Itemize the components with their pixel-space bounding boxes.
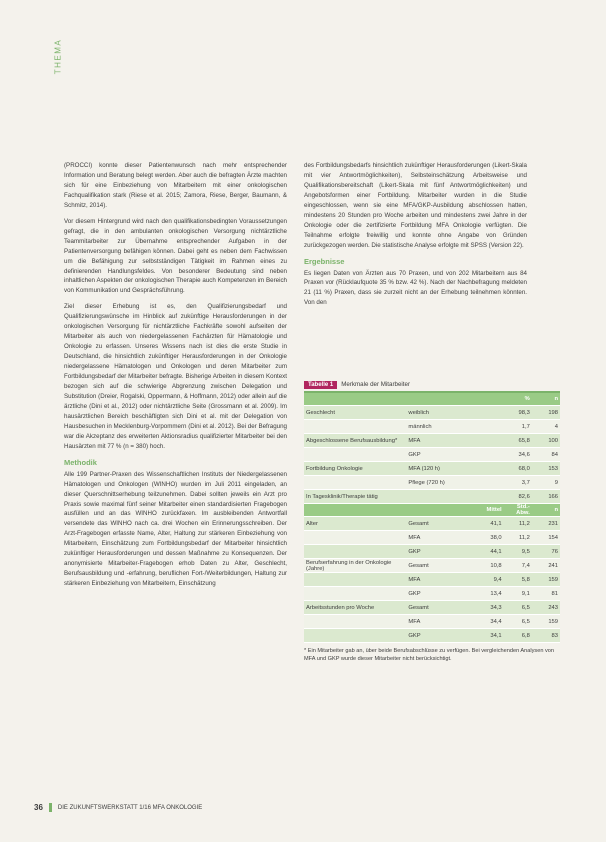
cell-percent: 68,0: [504, 462, 532, 476]
table-row: [304, 490, 560, 504]
footer-accent-bar: [49, 803, 52, 812]
header-cell-sd: Std.-Abw.: [504, 504, 532, 517]
page-footer: [34, 803, 202, 812]
cell-n: 198: [532, 406, 560, 420]
row-sublabel: weiblich: [406, 406, 503, 420]
table-row: [304, 420, 560, 434]
left-paragraph-1: (PROCCI) konnte dieser Patientenwunsch nach mehr entsprechender Information und Beratung belegt werden. Aber auch die befragten Ärzte machten sich für eine Einbeziehung von Mitarbeitern mit einer onkologischen Fachqualifikation stark (Riese et al. 2015; Zamora, Riese, Berger, Baumann, & Schmitz, 2014).: [64, 162, 287, 209]
cell-percent: 65,8: [504, 434, 532, 448]
section-tab-label: THEMA: [53, 38, 63, 74]
table-tag: Tabelle 1: [304, 381, 337, 389]
row-label: [304, 629, 406, 643]
row-sublabel: GKP: [406, 448, 503, 462]
cell-n: 100: [532, 434, 560, 448]
row-label: [304, 545, 406, 559]
right-column: [304, 161, 527, 314]
row-sublabel: MFA (120 h): [406, 462, 503, 476]
table-row: [304, 629, 560, 643]
cell-mean: 34,4: [473, 615, 504, 629]
cell-sd: 11,2: [504, 531, 532, 545]
cell-percent: 98,3: [504, 406, 532, 420]
cell-n: 159: [532, 615, 560, 629]
row-sublabel: Gesamt: [406, 559, 473, 573]
table-row: [304, 545, 560, 559]
cell-percent: 82,6: [504, 490, 532, 504]
cell-sd: 5,8: [504, 573, 532, 587]
cell-n: 4: [532, 420, 560, 434]
cell-n: 83: [532, 629, 560, 643]
cell-n: 154: [532, 531, 560, 545]
heading-ergebnisse: Ergebnisse: [304, 256, 345, 266]
row-sublabel: [406, 490, 503, 504]
cell-mean: 41,1: [473, 517, 504, 531]
row-label: Alter: [304, 517, 406, 531]
row-label: [304, 615, 406, 629]
cell-sd: 6,5: [504, 615, 532, 629]
table-row: [304, 476, 560, 490]
row-label: [304, 587, 406, 601]
header-cell-percent: %: [504, 393, 532, 406]
header-cell-empty: [304, 393, 406, 406]
table-footnote: * Ein Mitarbeiter gab an, über beide Berufsabschlüsse zu verfügen. Bei vergleichenden Analysen von MFA und GKP wurde dieser Mitarbeiter nicht berücksichtigt.: [304, 648, 555, 662]
cell-sd: 9,5: [504, 545, 532, 559]
left-paragraph-2: Vor diesem Hintergrund wird nach den qualifikationsbedingten Voraussetzungen gefragt, die in den ambulanten onkologischen Versorgung nichtärztliche Teammitarbeiter zur Übernahme entsprechender Aufgaben in der Patientenversorgung befähigen können. Dabei geht es neben dem Fachwissen um die Befähigung zur selbstständigen Tätigkeit im Rahmen eines zu definierenden Handlungsfeldes. Von besonderer Bedeutung sind neben inhaltlichen Aspekten der onkologischen Therapie auch Kompetenzen im Bereich von Kommunikation und Gesprächsführung.: [64, 217, 287, 295]
cell-mean: 44,1: [473, 545, 504, 559]
cell-mean: 13,4: [473, 587, 504, 601]
table-body: [304, 393, 560, 643]
row-sublabel: männlich: [406, 420, 503, 434]
journal-title: DIE ZUKUNFTSWERKSTATT 1/16 MFA ONKOLOGIE: [57, 804, 203, 811]
header-cell-n: n: [532, 393, 560, 406]
table-row: [304, 504, 560, 517]
cell-sd: 11,2: [504, 517, 532, 531]
row-sublabel: Gesamt: [406, 517, 473, 531]
cell-mean: 38,0: [473, 531, 504, 545]
cell-sd: 6,5: [504, 601, 532, 615]
cell-n: 81: [532, 587, 560, 601]
cell-percent: 34,6: [504, 448, 532, 462]
cell-sd: 9,1: [504, 587, 532, 601]
table-caption: Merkmale der Mitarbeiter: [341, 381, 411, 388]
table-row: [304, 448, 560, 462]
cell-n: 76: [532, 545, 560, 559]
cell-n: 84: [532, 448, 560, 462]
table-row: [304, 601, 560, 615]
table-row: [304, 434, 560, 448]
cell-n: 241: [532, 559, 560, 573]
right-paragraph-2: Es liegen Daten von Ärzten aus 70 Praxen, und von 202 Mitarbeitern aus 84 Praxen vor (Rücklaufquote 35 % bzw. 42 %). Nach der Nachbefragung meldeten 21 (11 %) Praxen, dass sie zurzeit nicht an der Erhebung teilnehmen könnten. Von den: [304, 269, 527, 307]
header-cell-empty: [406, 504, 473, 517]
row-sublabel: MFA: [406, 615, 473, 629]
row-sublabel: MFA: [406, 434, 503, 448]
header-cell-empty: [473, 393, 504, 406]
row-label: [304, 448, 406, 462]
cell-sd: 7,4: [504, 559, 532, 573]
row-label: [304, 420, 406, 434]
left-paragraph-4: Alle 199 Partner-Praxen des Wissenschaftlichen Instituts der Niedergelassenen Hämatologen und Onkologen (WINHO) wurden im Juli 2011 eingeladen, an dieser Querschnittserhebung teilzunehmen. Dabei sollten jeweils ein Arzt pro Praxis sowie maximal fünf seiner Mitarbeiter einen standardisierten Fragebogen ausfüllen und an das WINHO zurückfaxen. Im ausbleibenden Antwortfall versendete das WINHO nach ca. drei Wochen ein Erinnerungsschreiben. Der Arzt-Fragebogen erfasste Name, Alter, Haltung zur stärkeren Einbeziehung von Mitarbeitern, Einschätzung zum Fortbildungsbedarf der Mitarbeiter hinsichtlich zukünftiger Herausforderungen und dessen Maßnahme zu Konsequenzen. Der anonymisierte Mitarbeiter-Fragebogen erhob Daten zu Alter, Geschlecht, Berufsausbildung und -erfahrung, beruflichen Fort-/Weiterbildungen, Haltung zur stärkeren Einbeziehung von Mitarbeitern, Einschätzung: [64, 470, 287, 588]
row-sublabel: MFA: [406, 531, 473, 545]
row-label: Abgeschlossene Berufsausbildung*: [304, 434, 406, 448]
table-row: [304, 615, 560, 629]
row-sublabel: GKP: [406, 587, 473, 601]
row-label: Fortbildung Onkologie: [304, 462, 406, 476]
cell-percent: 1,7: [504, 420, 532, 434]
cell-mean: 9,4: [473, 573, 504, 587]
header-cell-empty: [406, 393, 473, 406]
cell-percent: 3,7: [504, 476, 532, 490]
row-label: Arbeitsstunden pro Woche: [304, 601, 406, 615]
cell-mean: 34,3: [473, 601, 504, 615]
cell-n: 243: [532, 601, 560, 615]
row-label: Geschlecht: [304, 406, 406, 420]
row-sublabel: Pflege (720 h): [406, 476, 503, 490]
cell-n: 231: [532, 517, 560, 531]
row-label: [304, 573, 406, 587]
cell-n: 153: [532, 462, 560, 476]
table-row: [304, 393, 560, 406]
row-label: Berufserfahrung in der Onkologie (Jahre): [304, 559, 406, 573]
header-cell-empty: [304, 504, 406, 517]
heading-methodik: Methodik: [64, 457, 97, 467]
row-sublabel: Gesamt: [406, 601, 473, 615]
table-1: [304, 378, 560, 663]
row-label: [304, 531, 406, 545]
row-sublabel: GKP: [406, 629, 473, 643]
section-tab: [47, 30, 69, 82]
table-row: [304, 406, 560, 420]
cell-mean: 34,1: [473, 629, 504, 643]
row-sublabel: GKP: [406, 545, 473, 559]
left-paragraph-3: Ziel dieser Erhebung ist es, den Qualifizierungsbedarf und Qualifizierungswünsche im Hinblick auf zukünftige Herausforderungen in der onkologischen Versorgung für nichtärztliche Fachkräfte sowohl aufseiten der Mitarbeiter als auch von niedergelassenen Fachärzten für Hämatologie und Onkologie zu erfassen. Unseres Wissens nach ist dies die erste Studie in Deutschland, die hinsichtlich zukünftiger Herausforderungen in der Onkologie niedergelassene Hämatologen und Onkologen und deren Mitarbeiter zum Fortbildungsbedarf der Mitarbeiter befragte. Bisherige Arbeiten in diesem Kontext bezogen sich auf die schwierige Abgrenzung zwischen Delegation und Substitution (Dreier, Rogalski, Oppermann, & Hoffmann, 2012) oder allein auf die ärztliche (Dini et al., 2012) oder nichtärztliche Seite (Grossmann et al. 2009). Im hausärztlichen Bereich beschäftigten sich Dini et al. mit der Delegation von Hausbesuchen in Mecklenburg-Vorpommern (Dini et al. 2012). Bei der Befragung war die Akzeptanz des erweiterten Aktionsradius qualifizierter Mitarbeiter bei den Hausärzten mit 77 % (n = 380) hoch.: [64, 303, 287, 450]
row-sublabel: MFA: [406, 573, 473, 587]
row-label: [304, 476, 406, 490]
right-paragraph-1: des Fortbildungsbedarfs hinsichtlich zukünftiger Herausforderungen (Likert-Skala mit vier Antwortmöglichkeiten), Selbsteinschätzung Arbeitsweise und Qualifikationsbereitschaft (Likert-Skala mit fünf Antwortmöglichkeiten) und Angebotsformen einer Fortbildung. Mitarbeiter wurden in die Studie eingeschlossen, wenn sie eine MFA/GKP-Ausbildung abschlossen hatten, mindestens 20 Stunden pro Woche arbeiten und mindestens zwei Jahre in der Onkologie oder die zertifizierte Fortbildung MFA Onkologie verfügten. Die Teilnahme erfolgte freiwillig und konnte ohne Angabe von Gründen zurückgezogen werden. Die statistische Analyse erfolgte mit SPSS (Version 22).: [304, 162, 527, 249]
table-row: [304, 531, 560, 545]
header-cell-n: n: [532, 504, 560, 517]
left-column: [64, 161, 287, 595]
table-row: [304, 587, 560, 601]
table-title: [304, 378, 560, 393]
cell-mean: 10,8: [473, 559, 504, 573]
cell-n: 166: [532, 490, 560, 504]
page-number: 36: [34, 803, 43, 812]
table-row: [304, 559, 560, 573]
table-row: [304, 462, 560, 476]
table-row: [304, 517, 560, 531]
cell-sd: 6,8: [504, 629, 532, 643]
row-label: In Tagesklinik/Therapie tätig: [304, 490, 406, 504]
cell-n: 9: [532, 476, 560, 490]
cell-n: 159: [532, 573, 560, 587]
header-cell-mean: Mittel: [473, 504, 504, 517]
table-row: [304, 573, 560, 587]
